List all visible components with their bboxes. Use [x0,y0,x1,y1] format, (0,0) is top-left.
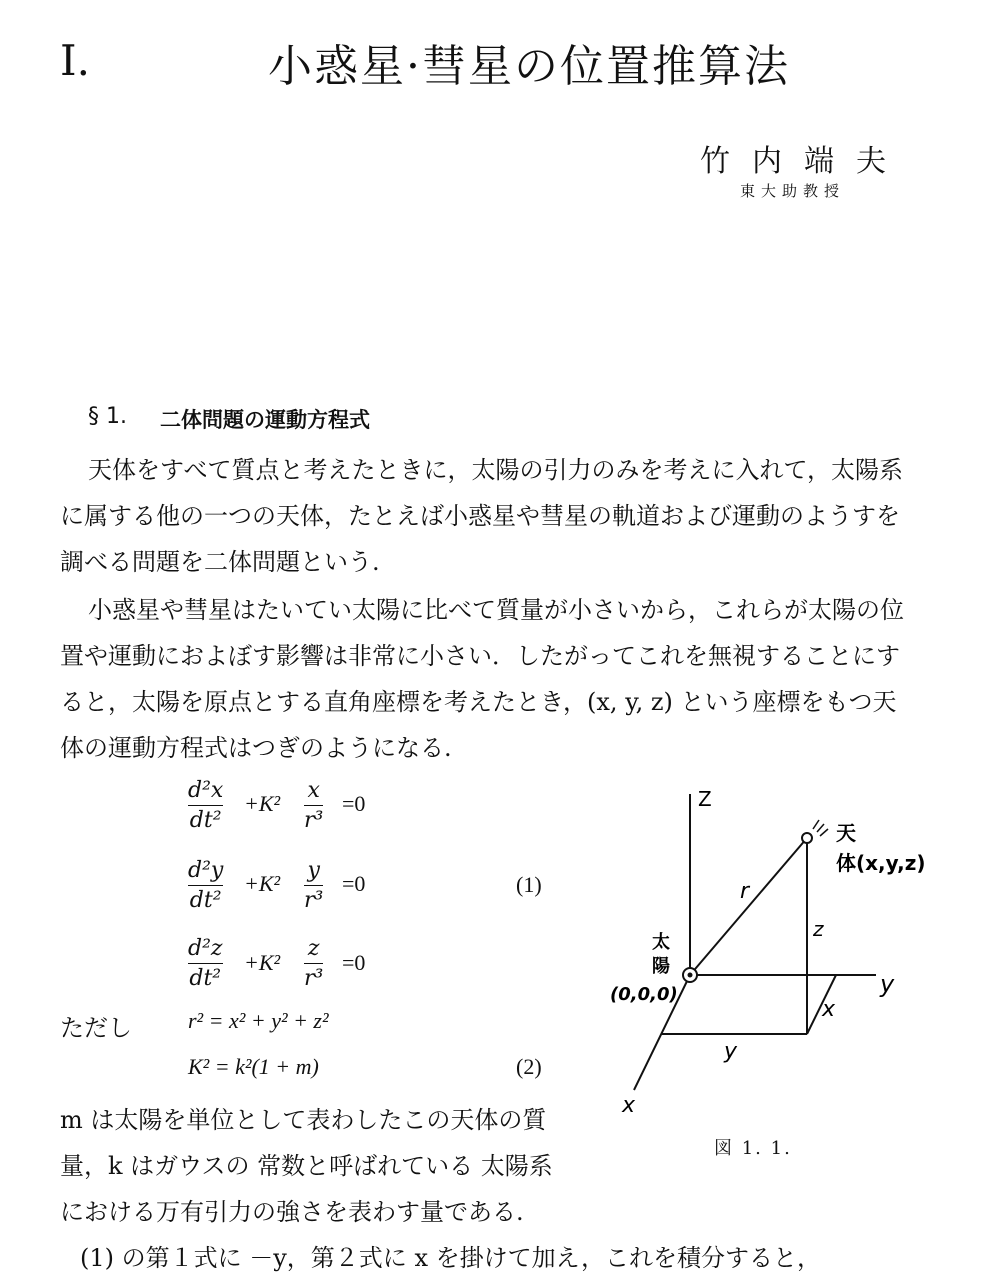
equation-2-derivative [188,858,223,914]
celestial-body-marker [802,833,812,843]
equation-label-1: (1) [516,872,542,897]
eq3-denominator: dt² [189,966,222,991]
y-axis-label: y [880,970,895,998]
eq1-denominator: dt² [189,808,222,833]
equation-3-fraction [304,936,323,992]
eq2-frac-num: y [307,858,320,883]
eq1-coefficient: +K² [244,791,281,816]
r-definition: r² = x² + y² + z² [188,1008,329,1033]
sun-label-line-2: 陽 [652,956,670,977]
eq3-numerator: d²z [188,936,223,961]
paragraph-2-line: 体の運動方程式はつぎのようになる. [60,734,452,762]
where-label: ただし [60,1014,132,1042]
sun-label-line-1: 太 [652,932,670,953]
radius-label: r [740,879,750,904]
eq3-frac-num: z [307,936,320,961]
paragraph-2-line: 置や運動におよぼす影響は非常に小さい．したがってこれを無視することにす [60,642,900,670]
sun-center-dot [688,973,693,978]
eq2-numerator: d²y [188,858,224,883]
equation-label-2: (2) [516,1054,542,1079]
eq2-denominator: dt² [189,888,222,913]
z-coordinate-label: z [813,917,824,941]
eq3-rhs: =0 [342,950,366,975]
y-coordinate-label: y [724,1039,738,1064]
eq1-frac-num: x [307,778,320,803]
paragraph-3-line: における万有引力の強さを表わす量である. [60,1198,524,1226]
body-label-line-1: 天 [836,821,856,845]
eq3-frac-den: r³ [304,966,324,991]
coordinate-system-figure [600,780,980,1130]
equation-1-derivative [188,778,223,834]
k-definition: K² = k²(1 + m) [188,1054,319,1079]
eq1-rhs: =0 [342,791,366,816]
eq1-numerator: d²x [188,778,224,803]
paragraph-1-line: に属する他の一つの天体，たとえば小惑星や彗星の軌道および運動のようすを [60,502,900,530]
paragraph-2-line: ると，太陽を原点とする直角座標を考えたとき，(x, y, z) という座標をもつ天 [60,688,897,716]
eq2-coefficient: +K² [244,871,281,896]
paragraph-1-line: 天体をすべて質点と考えたときに，太陽の引力のみを考えに入れて，太陽系 [88,456,904,484]
equation-1-fraction [304,778,323,834]
section-title: 二体問題の運動方程式 [160,408,370,432]
paragraph-1-line: 調べる問題を二体問題という. [60,548,380,576]
body-glow-icon [813,820,828,836]
paragraph-3-line: m は太陽を単位として表わしたこの天体の質 [60,1106,547,1134]
equation-3-derivative [188,936,223,992]
z-axis-label: Z [698,787,712,811]
eq1-frac-den: r³ [304,808,324,833]
eq2-rhs: =0 [342,871,366,896]
chapter-number: I. [60,36,90,85]
x-axis-label: x [622,1093,636,1118]
paragraph-3-line: 量，k はガウスの 常数と呼ばれている 太陽系 [60,1152,553,1180]
equation-2-fraction [304,858,323,914]
figure-caption: 図 1. 1. [714,1138,792,1159]
x-coordinate-label: x [822,997,836,1022]
body-label-line-2: 体(x,y,z) [836,851,926,875]
paragraph-4-line: (1) の第１式に －y，第２式に x を掛けて加え，これを積分すると， [80,1244,822,1272]
chapter-title: 小惑星·彗星の位置推算法 [268,41,790,92]
eq2-frac-den: r³ [304,888,324,913]
eq3-coefficient: +K² [244,950,281,975]
author-name: 竹内端夫 [700,144,908,179]
section-number: § 1. [88,404,127,429]
origin-label: (0,0,0) [610,984,678,1005]
author-affiliation: 東大助教授 [740,182,846,200]
paragraph-2-line: 小惑星や彗星はたいてい太陽に比べて質量が小さいから，これらが太陽の位 [88,596,904,624]
radius-vector [690,838,807,975]
